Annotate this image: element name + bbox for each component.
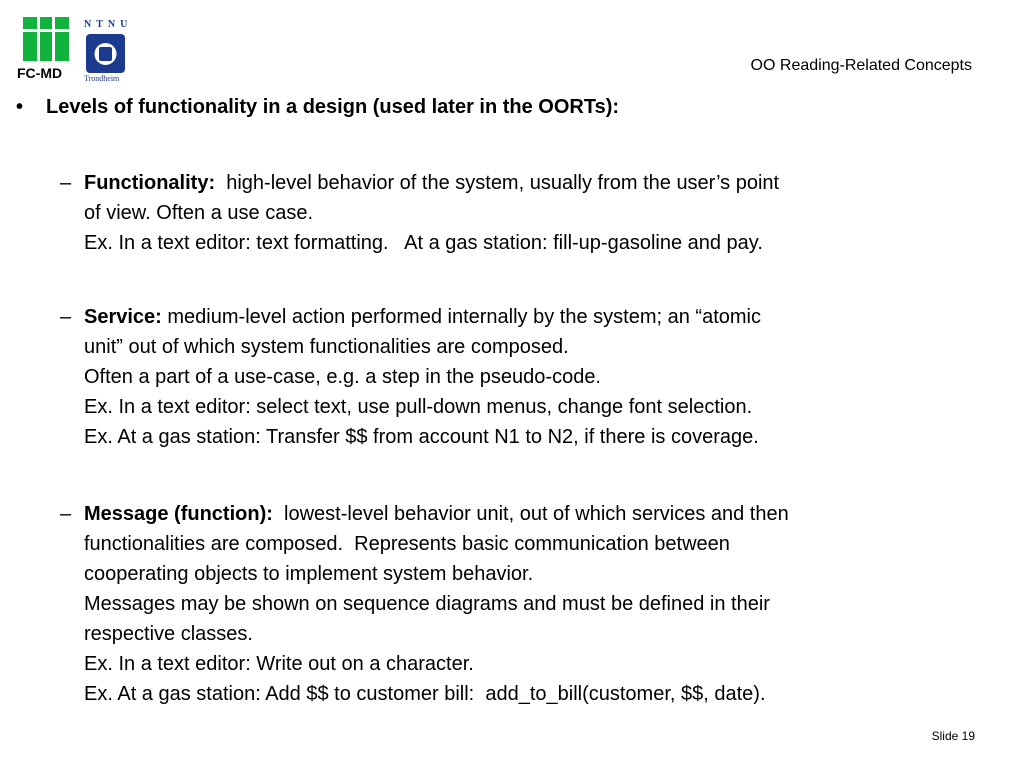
- item-line: Messages may be shown on sequence diagrams and must be defined in their: [84, 593, 770, 615]
- item-line: high-level behavior of the system, usually from the user’s point: [215, 172, 780, 194]
- slide-header-title: OO Reading-Related Concepts: [750, 57, 972, 74]
- item-line: functionalities are composed. Represents basic communication between: [84, 533, 730, 555]
- bullet-marker: •: [16, 96, 24, 118]
- heading-text: Levels of functionality in a design (used later in the OORTs):: [46, 96, 620, 118]
- dash-marker: –: [60, 172, 72, 194]
- item-line: cooperating objects to implement system behavior.: [84, 563, 534, 585]
- main-bullet-heading: [16, 96, 619, 119]
- ntnu-emblem-icon: [86, 34, 125, 73]
- item-line: Ex. In a text editor: Write out on a character.: [84, 653, 474, 675]
- ntnu-label: NTNU: [84, 19, 133, 30]
- fc-md-label: FC-MD: [17, 65, 63, 81]
- item-line: lowest-level behavior unit, out of which services and then: [272, 503, 789, 525]
- fc-md-logo: [23, 17, 69, 61]
- item-line: Ex. In a text editor: select text, use pull-down menus, change font selection.: [84, 396, 753, 418]
- item-line: Ex. At a gas station: Transfer $$ from account N1 to N2, if there is coverage.: [84, 426, 759, 448]
- dash-marker: –: [60, 306, 72, 328]
- term-functionality: Functionality:: [84, 172, 216, 194]
- sub-item-functionality: [60, 168, 975, 258]
- item-line: medium-level action performed internally by the system; an “atomic: [161, 306, 761, 328]
- item-line: of view. Often a use case.: [84, 202, 314, 224]
- item-line: Often a part of a use-case, e.g. a step in the pseudo-code.: [84, 366, 601, 388]
- dash-marker: –: [60, 503, 72, 525]
- term-message: Message (function):: [84, 503, 273, 525]
- item-line: Ex. At a gas station: Add $$ to customer bill: add_to_bill(customer, $$, date).: [84, 683, 766, 705]
- ntnu-city-label: Trondheim: [84, 74, 120, 83]
- slide-number: Slide 19: [931, 729, 975, 743]
- item-line: unit” out of which system functionalities are composed.: [84, 336, 569, 358]
- sub-item-message: [60, 499, 975, 709]
- item-line: Ex. In a text editor: text formatting. At a gas station: fill-up-gasoline and pay.: [84, 232, 763, 254]
- sub-item-service: [60, 302, 975, 452]
- term-service: Service:: [84, 306, 162, 328]
- item-line: respective classes.: [84, 623, 253, 645]
